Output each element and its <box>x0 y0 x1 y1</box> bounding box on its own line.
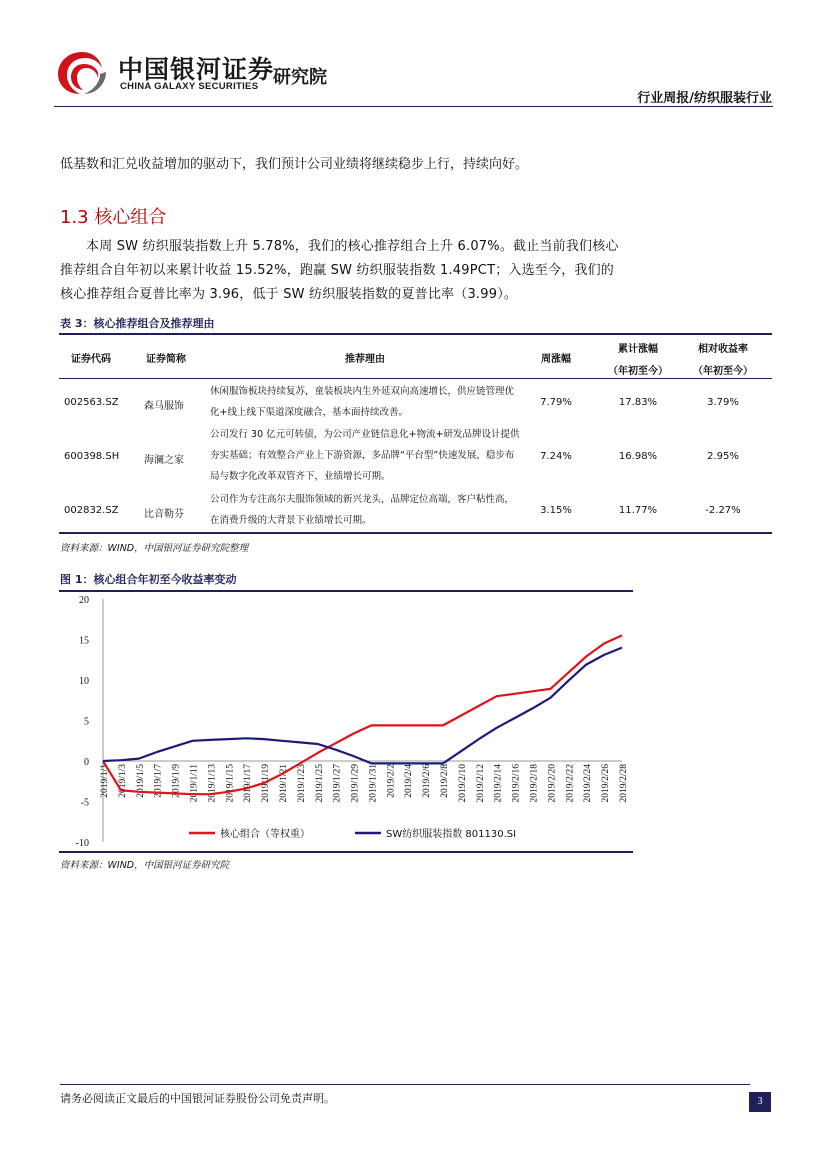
row3-code: 002832.SZ <box>64 505 119 516</box>
x-tick-label: 2019/1/13 <box>207 764 218 803</box>
header-relative-sub: （年初至今） <box>693 366 753 377</box>
row3-name: 比音勒芬 <box>144 509 184 520</box>
x-tick-label: 2019/2/2 <box>386 764 397 798</box>
footer-disclaimer: 请务必阅读正文最后的中国银河证券股份公司免责声明。 <box>60 1092 335 1105</box>
table-bottom-rule <box>59 532 772 534</box>
figure-title: 图 1：核心组合年初至今收益率变动 <box>60 573 237 586</box>
intro-text: 低基数和汇兑收益增加的驱动下，我们预计公司业绩将继续稳步上行，持续向好。 <box>60 157 529 172</box>
row2-relative: 2.95% <box>707 451 739 462</box>
legend-label-2: SW纺织服装指数 801130.SI <box>386 829 517 840</box>
table-top-rule <box>59 333 772 335</box>
row3-reason: 公司作为专注高尔夫服饰领域的新兴龙头，品牌定位高端，客户粘性高，在消费升级的大背景下业绩增长可期。 <box>210 494 515 526</box>
y-tick-label: -10 <box>75 838 89 849</box>
y-tick-label: 10 <box>79 676 89 687</box>
section-title: 1.3 核心组合 <box>60 207 167 228</box>
x-tick-label: 2019/1/23 <box>296 764 307 803</box>
figure-bottom-rule <box>59 851 633 853</box>
header-reason: 推荐理由 <box>345 354 385 365</box>
row2-code: 600398.SH <box>64 451 120 462</box>
x-tick-label: 2019/2/8 <box>440 764 451 798</box>
row2-reason: 公司发行 30 亿元可转债，为公司产业链信息化+物流+研发品牌设计提供夯实基础；有效整合产业上下游资源，多品牌“平台型”快速发展，稳步布局与数字化改革双管齐下，业绩增长可期。 <box>210 429 520 482</box>
x-tick-label: 2019/1/19 <box>261 764 272 803</box>
y-tick-label: 0 <box>84 757 89 768</box>
x-tick-label: 2019/1/1 <box>100 764 110 798</box>
x-tick-label: 2019/2/4 <box>404 764 415 798</box>
x-tick-label: 2019/2/14 <box>493 764 504 803</box>
x-tick-label: 2019/1/15 <box>225 764 236 803</box>
x-tick-label: 2019/1/5 <box>135 764 146 798</box>
x-tick-label: 2019/2/20 <box>547 764 558 803</box>
row1-weekly: 7.79% <box>540 397 572 408</box>
report-type: 行业周报/纺织服装行业 <box>637 91 772 106</box>
table-title: 表 3：核心推荐组合及推荐理由 <box>60 317 215 330</box>
series-line-2 <box>103 648 622 764</box>
y-tick-label: 5 <box>84 716 89 728</box>
table-source: 资料来源：WIND，中国银河证券研究院整理 <box>60 543 249 554</box>
header-weekly: 周涨幅 <box>541 354 571 365</box>
row3-weekly: 3.15% <box>540 505 572 516</box>
row1-code: 002563.SZ <box>64 397 119 408</box>
y-tick-label: -5 <box>80 797 89 809</box>
row2-name: 海澜之家 <box>144 455 184 466</box>
x-tick-label: 2019/1/3 <box>117 764 128 798</box>
x-tick-label: 2019/2/26 <box>601 764 612 803</box>
brand-subtitle: 研究院 <box>273 67 327 88</box>
x-tick-label: 2019/1/21 <box>278 764 289 803</box>
row1-relative: 3.79% <box>707 397 739 408</box>
x-tick-label: 2019/1/31 <box>368 764 379 803</box>
figure-source: 资料来源：WIND，中国银河证券研究院 <box>60 860 230 871</box>
x-tick-label: 2019/1/11 <box>189 764 200 803</box>
x-tick-label: 2019/1/17 <box>243 764 254 803</box>
row3-relative: -2.27% <box>705 505 741 516</box>
galaxy-logo-icon <box>54 48 110 96</box>
brand-name-en: CHINA GALAXY SECURITIES <box>120 81 259 92</box>
x-tick-label: 2019/2/22 <box>565 764 576 803</box>
row1-reason: 休闲服饰板块持续复苏，童装板块内生外延双向高速增长，供应链管理优化+线上线下渠道深度融合，基本面持续改善。 <box>210 386 515 418</box>
x-tick-label: 2019/1/7 <box>153 764 164 798</box>
header-relative: 相对收益率 <box>698 344 748 355</box>
x-tick-label: 2019/2/10 <box>457 764 468 803</box>
footer-divider <box>60 1084 750 1085</box>
x-tick-label: 2019/1/29 <box>350 764 361 803</box>
y-tick-label: 20 <box>79 595 89 606</box>
brand-name-cn: 中国银河证券 <box>118 55 275 84</box>
x-tick-label: 2019/2/6 <box>422 764 433 798</box>
row1-cumulative: 17.83% <box>618 397 658 408</box>
header-name: 证券简称 <box>146 354 186 365</box>
x-tick-label: 2019/2/18 <box>529 764 540 803</box>
header-code: 证券代码 <box>71 354 111 365</box>
return-line-chart <box>59 592 633 850</box>
x-tick-label: 2019/2/24 <box>583 764 594 803</box>
page-number: 3 <box>749 1092 771 1112</box>
row2-weekly: 7.24% <box>540 451 572 462</box>
header-cumulative-sub: （年初至今） <box>608 366 668 377</box>
row2-cumulative: 16.98% <box>618 451 658 462</box>
x-tick-label: 2019/1/9 <box>171 764 182 798</box>
x-tick-label: 2019/2/16 <box>511 764 522 803</box>
legend-label-1: 核心组合（等权重） <box>220 829 310 840</box>
row3-cumulative: 11.77% <box>618 505 658 516</box>
x-tick-label: 2019/2/28 <box>619 764 629 803</box>
row1-name: 森马服饰 <box>144 401 184 412</box>
section-paragraph: 本周 SW 纺织服装指数上升 5.78%，我们的核心推荐组合上升 6.07%。截止当前我们核心推荐组合自年初以来累计收益 15.52%，跑赢 SW 纺织服装指数 1.49PCT；入选至今，我们的核心推荐组合夏普比率为 3.96，低于 SW 纺织服装指数的夏普比率（3.99）。 <box>60 239 619 302</box>
x-tick-label: 2019/2/12 <box>475 764 486 803</box>
table-header-rule <box>59 378 772 379</box>
header-divider <box>54 106 773 107</box>
x-tick-label: 2019/1/27 <box>332 764 343 803</box>
header-cumulative: 累计涨幅 <box>618 344 658 355</box>
x-tick-label: 2019/1/25 <box>314 764 325 803</box>
y-tick-label: 15 <box>79 635 89 647</box>
